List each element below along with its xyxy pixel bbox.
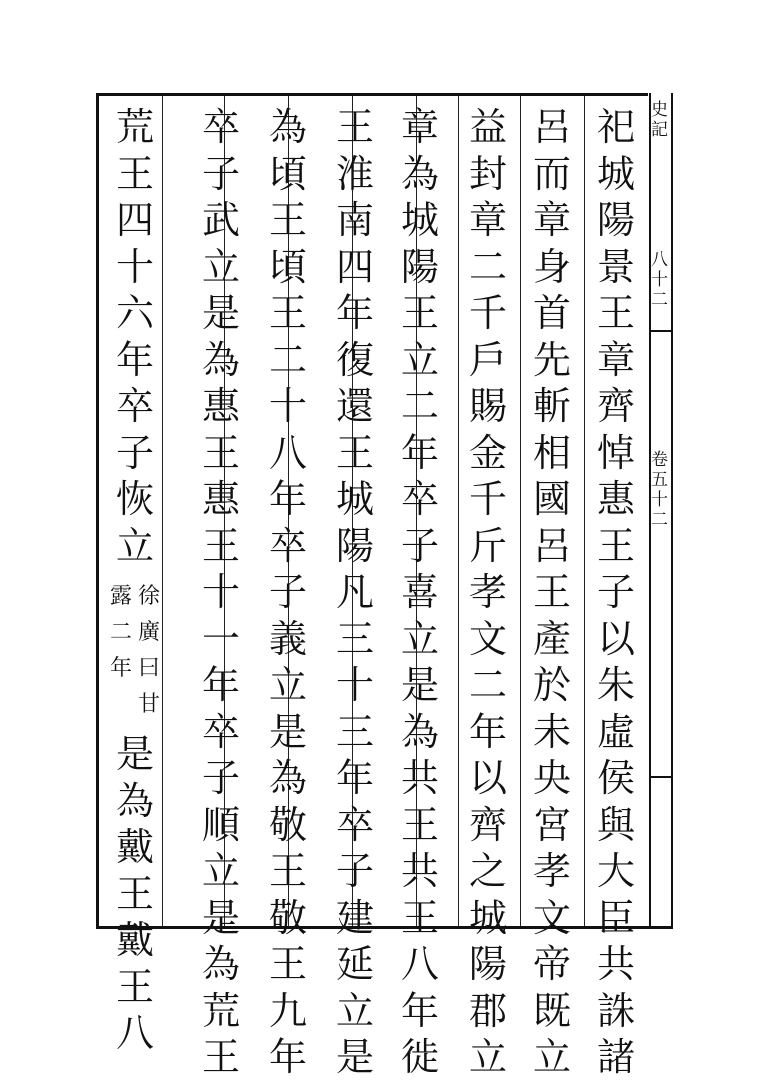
glyph: 子 — [596, 570, 635, 614]
glyph: 陽 — [596, 198, 635, 242]
glyph: 是 — [268, 709, 307, 754]
glyph: 金 — [468, 430, 507, 475]
glyph: 六 — [115, 291, 154, 335]
glyph: 王 — [335, 430, 374, 475]
column-text — [465, 104, 511, 1081]
glyph: 露 — [110, 584, 133, 609]
glyph: 呂 — [532, 523, 571, 568]
glyph: 國 — [532, 477, 571, 521]
glyph: 二 — [468, 244, 507, 289]
glyph: 王 — [400, 291, 439, 335]
glyph: 王 — [115, 964, 154, 1009]
glyph: 卒 — [201, 105, 240, 149]
glyph: 諸 — [596, 1035, 635, 1079]
glyph: 為 — [201, 942, 240, 986]
glyph: 為 — [400, 709, 439, 754]
glyph: 立 — [400, 616, 439, 661]
glyph: 為 — [400, 151, 439, 196]
glyph: 祀 — [596, 105, 635, 149]
column-8-main-text — [112, 104, 158, 569]
glyph: 章 — [596, 337, 635, 382]
glyph: 徐 — [138, 584, 161, 609]
text-column-5 — [332, 104, 378, 1081]
glyph: 宮 — [532, 802, 571, 847]
glyph: 二 — [110, 620, 133, 645]
glyph: 王 — [400, 802, 439, 847]
glyph: 十 — [115, 244, 154, 289]
glyph: 齊 — [468, 802, 507, 847]
glyph: 凡 — [335, 570, 374, 614]
glyph: 誅 — [596, 988, 635, 1033]
glyph: 立 — [468, 1035, 507, 1079]
glyph: 八 — [115, 1011, 154, 1055]
glyph: 賜 — [468, 384, 507, 428]
glyph: 齊 — [596, 384, 635, 428]
fold-title: 史記 — [651, 100, 668, 140]
glyph: 立 — [201, 244, 240, 289]
column-text — [397, 104, 443, 1081]
glyph: 年 — [468, 709, 507, 754]
glyph: 年 — [115, 337, 154, 382]
glyph: 王 — [268, 849, 307, 893]
glyph: 王 — [596, 523, 635, 568]
glyph: 是 — [201, 291, 240, 335]
glyph: 以 — [596, 616, 635, 661]
glyph: 十 — [201, 570, 240, 614]
glyph: 頃 — [268, 151, 307, 196]
glyph: 王 — [201, 430, 240, 475]
glyph: 斤 — [468, 523, 507, 568]
column-text — [593, 104, 639, 1081]
glyph: 淮 — [335, 151, 374, 196]
glyph: 喜 — [400, 570, 439, 614]
glyph: 之 — [468, 849, 507, 893]
glyph: 義 — [268, 616, 307, 661]
glyph: 臣 — [596, 895, 635, 940]
glyph: 王 — [201, 523, 240, 568]
glyph: 復 — [335, 337, 374, 382]
text-column-7 — [198, 104, 244, 1081]
glyph: 卒 — [115, 384, 154, 428]
text-column-2 — [529, 104, 575, 1081]
glyph: 敬 — [268, 802, 307, 847]
glyph: 南 — [335, 198, 374, 242]
glyph: 立 — [532, 1035, 571, 1079]
text-column-4 — [397, 104, 443, 1081]
glyph: 子 — [400, 523, 439, 568]
column-rule — [520, 96, 521, 926]
glyph: 子 — [115, 430, 154, 475]
glyph: 年 — [400, 988, 439, 1033]
column-text — [198, 104, 244, 1081]
glyph: 二 — [468, 663, 507, 707]
column-text — [265, 104, 311, 1081]
fold-note: 卷五十二 — [651, 450, 668, 530]
glyph: 四 — [335, 244, 374, 289]
glyph: 立 — [400, 337, 439, 382]
glyph: 郡 — [468, 988, 507, 1033]
bottom-border — [96, 926, 673, 929]
column-8-continued-text — [112, 731, 158, 1057]
glyph: 曰 — [138, 656, 161, 681]
glyph: 益 — [468, 105, 507, 149]
glyph: 首 — [532, 291, 571, 335]
glyph: 斬 — [532, 384, 571, 428]
glyph: 十 — [268, 384, 307, 428]
glyph: 敬 — [268, 895, 307, 940]
glyph: 順 — [201, 802, 240, 847]
glyph: 年 — [400, 430, 439, 475]
glyph: 十 — [335, 663, 374, 707]
glyph: 年 — [335, 756, 374, 800]
commentary-note — [110, 579, 161, 723]
glyph: 為 — [268, 105, 307, 149]
text-column-8 — [110, 104, 161, 1057]
glyph: 是 — [335, 1035, 374, 1079]
glyph: 二 — [400, 384, 439, 428]
text-column-6 — [265, 104, 311, 1081]
glyph: 景 — [596, 244, 635, 289]
glyph: 子 — [268, 570, 307, 614]
glyph: 惠 — [201, 384, 240, 428]
glyph: 以 — [468, 756, 507, 800]
glyph: 為 — [201, 337, 240, 382]
glyph: 虛 — [596, 709, 635, 754]
glyph: 八 — [268, 430, 307, 475]
glyph: 王 — [115, 871, 154, 916]
commentary-right — [138, 579, 160, 723]
glyph: 為 — [115, 778, 154, 823]
glyph: 卒 — [201, 709, 240, 754]
glyph: 是 — [115, 732, 154, 776]
glyph: 王 — [268, 942, 307, 986]
glyph: 大 — [596, 849, 635, 893]
glyph: 產 — [532, 616, 571, 661]
glyph: 甘 — [138, 692, 161, 717]
glyph: 於 — [532, 663, 571, 707]
glyph: 戴 — [115, 918, 154, 962]
glyph: 荒 — [201, 988, 240, 1033]
glyph: 共 — [596, 942, 635, 986]
glyph: 徙 — [400, 1035, 439, 1079]
glyph: 悼 — [596, 430, 635, 475]
glyph: 文 — [532, 895, 571, 940]
glyph: 廣 — [138, 620, 161, 645]
glyph: 四 — [115, 198, 154, 242]
glyph: 武 — [201, 198, 240, 242]
glyph: 帝 — [532, 942, 571, 986]
text-column-3 — [465, 104, 511, 1081]
glyph: 城 — [400, 198, 439, 242]
glyph: 卒 — [335, 802, 374, 847]
glyph: 三 — [335, 709, 374, 754]
glyph: 惠 — [201, 477, 240, 521]
glyph: 與 — [596, 802, 635, 847]
glyph: 是 — [400, 663, 439, 707]
glyph: 二 — [268, 337, 307, 382]
glyph: 文 — [468, 616, 507, 661]
glyph: 既 — [532, 988, 571, 1033]
glyph: 城 — [468, 895, 507, 940]
glyph: 王 — [596, 291, 635, 335]
glyph: 王 — [532, 570, 571, 614]
glyph: 王 — [201, 1035, 240, 1079]
glyph: 章 — [400, 105, 439, 149]
column-text — [529, 104, 575, 1081]
glyph: 共 — [400, 756, 439, 800]
glyph: 城 — [335, 477, 374, 521]
glyph: 章 — [468, 198, 507, 242]
glyph: 王 — [268, 198, 307, 242]
glyph: 章 — [532, 198, 571, 242]
glyph: 未 — [532, 709, 571, 754]
glyph: 陽 — [400, 244, 439, 289]
glyph: 為 — [268, 756, 307, 800]
glyph: 王 — [115, 151, 154, 196]
text-column-1 — [593, 104, 639, 1081]
glyph: 呂 — [532, 105, 571, 149]
glyph: 侯 — [596, 756, 635, 800]
glyph: 相 — [532, 430, 571, 475]
glyph: 三 — [335, 616, 374, 661]
glyph: 年 — [268, 477, 307, 521]
column-rule — [458, 96, 459, 926]
glyph: 王 — [268, 291, 307, 335]
glyph: 王 — [400, 895, 439, 940]
glyph: 身 — [532, 244, 571, 289]
glyph: 央 — [532, 756, 571, 800]
glyph: 立 — [268, 663, 307, 707]
glyph: 子 — [201, 756, 240, 800]
glyph: 孝 — [468, 570, 507, 614]
glyph: 陽 — [468, 942, 507, 986]
glyph: 一 — [201, 616, 240, 661]
glyph: 立 — [201, 849, 240, 893]
glyph: 建 — [335, 895, 374, 940]
glyph: 惠 — [596, 477, 635, 521]
glyph: 是 — [201, 895, 240, 940]
column-text — [332, 104, 378, 1081]
glyph: 還 — [335, 384, 374, 428]
glyph: 卒 — [400, 477, 439, 521]
glyph: 王 — [335, 105, 374, 149]
glyph: 共 — [400, 849, 439, 893]
glyph: 千 — [468, 477, 507, 521]
glyph: 子 — [201, 151, 240, 196]
glyph: 戶 — [468, 337, 507, 382]
glyph: 朱 — [596, 663, 635, 707]
column-rule — [584, 96, 585, 926]
column-rule — [162, 96, 163, 926]
glyph: 頃 — [268, 244, 307, 289]
fold-section: 八十二 — [651, 250, 668, 310]
glyph: 封 — [468, 151, 507, 196]
fold-divider-bottom — [649, 776, 673, 778]
glyph: 卒 — [268, 523, 307, 568]
glyph: 年 — [268, 1035, 307, 1079]
fold-divider-top — [649, 330, 673, 332]
glyph: 恢 — [115, 477, 154, 521]
glyph: 陽 — [335, 523, 374, 568]
glyph: 千 — [468, 291, 507, 335]
commentary-left — [110, 579, 132, 723]
glyph: 立 — [335, 988, 374, 1033]
glyph: 九 — [268, 988, 307, 1033]
glyph: 八 — [400, 942, 439, 986]
glyph: 戴 — [115, 825, 154, 869]
glyph: 年 — [201, 663, 240, 707]
glyph: 而 — [532, 151, 571, 196]
glyph: 延 — [335, 942, 374, 986]
glyph: 先 — [532, 337, 571, 382]
glyph: 孝 — [532, 849, 571, 893]
glyph: 年 — [110, 656, 133, 681]
glyph: 荒 — [115, 105, 154, 149]
glyph: 立 — [115, 523, 154, 568]
glyph: 年 — [335, 291, 374, 335]
glyph: 子 — [335, 849, 374, 893]
glyph: 城 — [596, 151, 635, 196]
